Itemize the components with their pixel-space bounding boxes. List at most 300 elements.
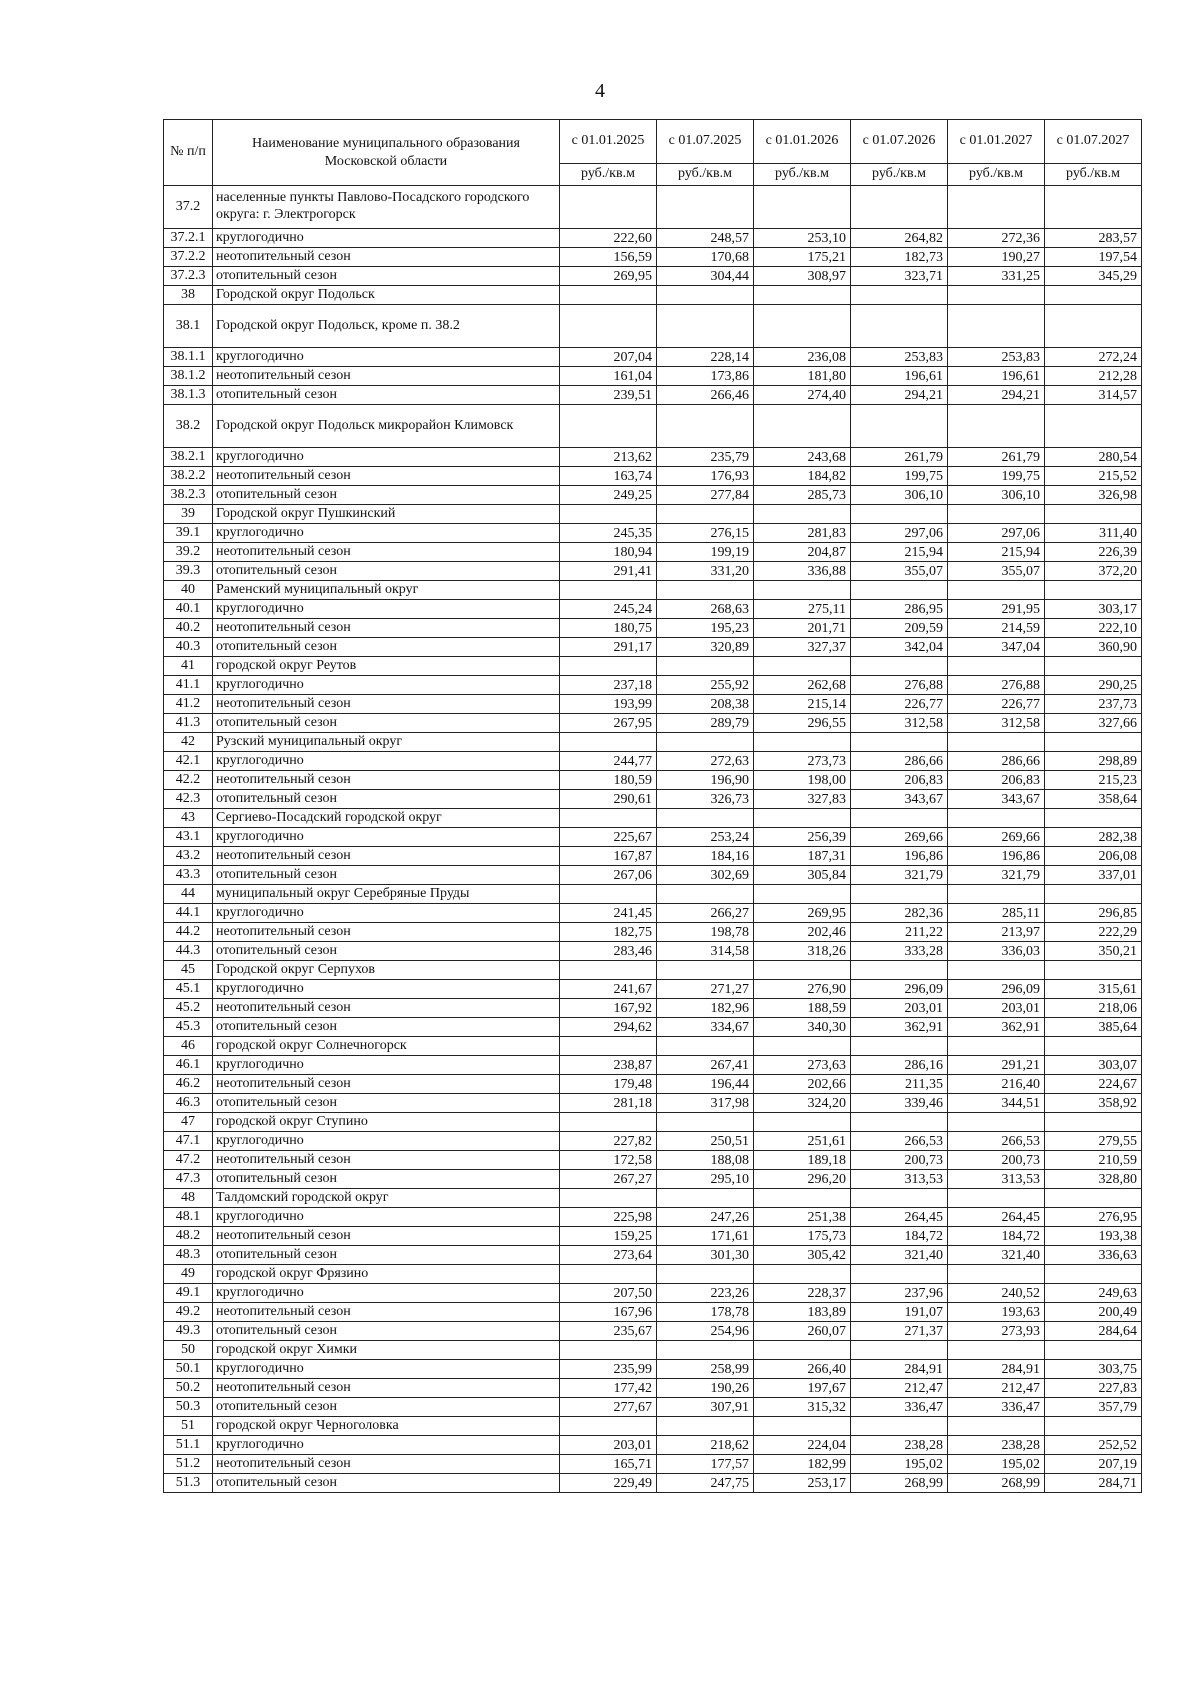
column-header-date: с 01.01.2027 bbox=[948, 120, 1045, 164]
price-cell: 177,57 bbox=[657, 1455, 754, 1474]
column-header-date: с 01.07.2026 bbox=[851, 120, 948, 164]
price-cell: 284,64 bbox=[1045, 1322, 1142, 1341]
price-cell: 258,99 bbox=[657, 1360, 754, 1379]
price-cell: 313,53 bbox=[851, 1170, 948, 1189]
row-name: отопительный сезон bbox=[213, 562, 560, 581]
price-cell: 176,93 bbox=[657, 467, 754, 486]
table-row bbox=[164, 1075, 1142, 1094]
price-cell: 206,83 bbox=[948, 771, 1045, 790]
price-cell: 326,98 bbox=[1045, 486, 1142, 505]
row-name: круглогодично bbox=[213, 1284, 560, 1303]
price-cell: 215,94 bbox=[948, 543, 1045, 562]
price-cell: 336,63 bbox=[1045, 1246, 1142, 1265]
table-row bbox=[164, 448, 1142, 467]
row-name: отопительный сезон bbox=[213, 638, 560, 657]
price-cell: 249,63 bbox=[1045, 1284, 1142, 1303]
row-name: городской округ Химки bbox=[213, 1341, 560, 1360]
price-cell: 266,53 bbox=[851, 1132, 948, 1151]
price-cell bbox=[851, 505, 948, 524]
price-cell: 225,67 bbox=[560, 828, 657, 847]
table-row bbox=[164, 923, 1142, 942]
price-cell bbox=[948, 961, 1045, 980]
price-cell: 267,27 bbox=[560, 1170, 657, 1189]
price-cell: 204,87 bbox=[754, 543, 851, 562]
row-number: 47.1 bbox=[164, 1132, 213, 1151]
table-row bbox=[164, 714, 1142, 733]
row-number: 47.2 bbox=[164, 1151, 213, 1170]
row-name: Рузский муниципальный округ bbox=[213, 733, 560, 752]
price-cell bbox=[754, 733, 851, 752]
price-cell: 211,35 bbox=[851, 1075, 948, 1094]
column-header-unit: руб./кв.м bbox=[560, 164, 657, 186]
row-name: круглогодично bbox=[213, 524, 560, 543]
price-cell: 314,57 bbox=[1045, 386, 1142, 405]
price-cell: 251,61 bbox=[754, 1132, 851, 1151]
row-name: отопительный сезон bbox=[213, 1474, 560, 1493]
price-cell: 336,88 bbox=[754, 562, 851, 581]
price-cell: 254,96 bbox=[657, 1322, 754, 1341]
table-row bbox=[164, 980, 1142, 999]
row-number: 42.3 bbox=[164, 790, 213, 809]
price-cell: 273,73 bbox=[754, 752, 851, 771]
table-row bbox=[164, 904, 1142, 923]
price-cell: 207,04 bbox=[560, 348, 657, 367]
price-cell: 199,75 bbox=[948, 467, 1045, 486]
price-cell: 228,37 bbox=[754, 1284, 851, 1303]
row-name: отопительный сезон bbox=[213, 714, 560, 733]
row-name: круглогодично bbox=[213, 348, 560, 367]
price-cell: 315,32 bbox=[754, 1398, 851, 1417]
price-cell: 268,63 bbox=[657, 600, 754, 619]
price-cell: 227,82 bbox=[560, 1132, 657, 1151]
price-cell: 331,25 bbox=[948, 267, 1045, 286]
price-cell: 173,86 bbox=[657, 367, 754, 386]
price-cell: 277,84 bbox=[657, 486, 754, 505]
price-cell: 167,96 bbox=[560, 1303, 657, 1322]
row-name: неотопительный сезон bbox=[213, 695, 560, 714]
price-cell: 271,27 bbox=[657, 980, 754, 999]
price-cell: 207,50 bbox=[560, 1284, 657, 1303]
price-cell: 236,08 bbox=[754, 348, 851, 367]
price-cell: 235,99 bbox=[560, 1360, 657, 1379]
row-number: 43.2 bbox=[164, 847, 213, 866]
row-number: 48.2 bbox=[164, 1227, 213, 1246]
price-cell: 285,11 bbox=[948, 904, 1045, 923]
row-number: 40.3 bbox=[164, 638, 213, 657]
price-cell: 266,40 bbox=[754, 1360, 851, 1379]
price-cell bbox=[754, 405, 851, 448]
row-name: круглогодично bbox=[213, 980, 560, 999]
row-number: 51 bbox=[164, 1417, 213, 1436]
table-row bbox=[164, 866, 1142, 885]
price-cell: 190,27 bbox=[948, 248, 1045, 267]
price-cell: 239,51 bbox=[560, 386, 657, 405]
row-name: круглогодично bbox=[213, 1056, 560, 1075]
price-cell: 222,60 bbox=[560, 229, 657, 248]
price-cell: 321,40 bbox=[948, 1246, 1045, 1265]
price-cell: 286,66 bbox=[851, 752, 948, 771]
table-row bbox=[164, 1341, 1142, 1360]
price-cell: 283,46 bbox=[560, 942, 657, 961]
price-cell: 197,54 bbox=[1045, 248, 1142, 267]
price-cell: 303,75 bbox=[1045, 1360, 1142, 1379]
price-cell bbox=[560, 1037, 657, 1056]
price-cell bbox=[851, 1037, 948, 1056]
table-row bbox=[164, 885, 1142, 904]
table-row bbox=[164, 1227, 1142, 1246]
price-cell: 267,41 bbox=[657, 1056, 754, 1075]
price-cell: 333,28 bbox=[851, 942, 948, 961]
price-cell: 197,67 bbox=[754, 1379, 851, 1398]
table-row bbox=[164, 1151, 1142, 1170]
price-cell: 238,28 bbox=[948, 1436, 1045, 1455]
price-cell: 275,11 bbox=[754, 600, 851, 619]
row-number: 48.3 bbox=[164, 1246, 213, 1265]
price-cell: 227,83 bbox=[1045, 1379, 1142, 1398]
price-cell: 182,73 bbox=[851, 248, 948, 267]
price-cell: 191,07 bbox=[851, 1303, 948, 1322]
table-row bbox=[164, 581, 1142, 600]
price-cell: 294,21 bbox=[948, 386, 1045, 405]
price-cell: 281,18 bbox=[560, 1094, 657, 1113]
price-cell: 252,52 bbox=[1045, 1436, 1142, 1455]
price-cell: 340,30 bbox=[754, 1018, 851, 1037]
row-name: неотопительный сезон bbox=[213, 1379, 560, 1398]
row-number: 41.1 bbox=[164, 676, 213, 695]
price-cell bbox=[851, 1265, 948, 1284]
row-number: 46.1 bbox=[164, 1056, 213, 1075]
price-cell bbox=[851, 809, 948, 828]
row-name: Раменский муниципальный округ bbox=[213, 581, 560, 600]
price-cell: 183,89 bbox=[754, 1303, 851, 1322]
price-cell bbox=[948, 405, 1045, 448]
price-cell bbox=[560, 1265, 657, 1284]
price-cell: 347,04 bbox=[948, 638, 1045, 657]
table-row bbox=[164, 1056, 1142, 1075]
price-cell: 195,02 bbox=[851, 1455, 948, 1474]
price-cell: 336,03 bbox=[948, 942, 1045, 961]
price-cell: 303,17 bbox=[1045, 600, 1142, 619]
price-cell: 170,68 bbox=[657, 248, 754, 267]
column-header-unit: руб./кв.м bbox=[948, 164, 1045, 186]
price-cell bbox=[851, 186, 948, 229]
price-cell bbox=[1045, 657, 1142, 676]
price-cell bbox=[1045, 1037, 1142, 1056]
price-cell: 326,73 bbox=[657, 790, 754, 809]
price-cell: 296,55 bbox=[754, 714, 851, 733]
price-cell: 241,67 bbox=[560, 980, 657, 999]
price-cell: 165,71 bbox=[560, 1455, 657, 1474]
price-cell: 198,00 bbox=[754, 771, 851, 790]
price-cell: 190,26 bbox=[657, 1379, 754, 1398]
price-cell bbox=[657, 1113, 754, 1132]
price-cell: 324,20 bbox=[754, 1094, 851, 1113]
row-number: 44.1 bbox=[164, 904, 213, 923]
price-cell: 296,09 bbox=[851, 980, 948, 999]
price-cell bbox=[754, 186, 851, 229]
price-cell bbox=[754, 1265, 851, 1284]
row-name: неотопительный сезон bbox=[213, 771, 560, 790]
price-cell: 268,99 bbox=[851, 1474, 948, 1493]
price-cell: 355,07 bbox=[851, 562, 948, 581]
price-cell: 253,24 bbox=[657, 828, 754, 847]
row-name: отопительный сезон bbox=[213, 1398, 560, 1417]
price-cell: 339,46 bbox=[851, 1094, 948, 1113]
table-row bbox=[164, 248, 1142, 267]
price-cell bbox=[1045, 1265, 1142, 1284]
table-row bbox=[164, 676, 1142, 695]
column-header-unit: руб./кв.м bbox=[851, 164, 948, 186]
price-cell: 308,97 bbox=[754, 267, 851, 286]
row-number: 49.3 bbox=[164, 1322, 213, 1341]
price-cell: 193,38 bbox=[1045, 1227, 1142, 1246]
row-number: 44.2 bbox=[164, 923, 213, 942]
row-number: 42.1 bbox=[164, 752, 213, 771]
price-cell: 253,83 bbox=[948, 348, 1045, 367]
price-cell bbox=[657, 733, 754, 752]
price-cell: 269,66 bbox=[851, 828, 948, 847]
price-cell bbox=[754, 286, 851, 305]
price-cell: 180,75 bbox=[560, 619, 657, 638]
table-row bbox=[164, 790, 1142, 809]
table-row bbox=[164, 1113, 1142, 1132]
table-row bbox=[164, 961, 1142, 980]
price-cell: 200,49 bbox=[1045, 1303, 1142, 1322]
row-name: отопительный сезон bbox=[213, 1246, 560, 1265]
price-cell bbox=[948, 581, 1045, 600]
price-cell: 286,95 bbox=[851, 600, 948, 619]
table-row bbox=[164, 186, 1142, 229]
price-cell: 264,45 bbox=[851, 1208, 948, 1227]
price-cell: 171,61 bbox=[657, 1227, 754, 1246]
row-number: 39 bbox=[164, 505, 213, 524]
price-cell: 315,61 bbox=[1045, 980, 1142, 999]
price-cell: 226,77 bbox=[948, 695, 1045, 714]
table-body bbox=[164, 186, 1142, 1493]
price-cell bbox=[948, 733, 1045, 752]
price-cell: 222,29 bbox=[1045, 923, 1142, 942]
price-cell bbox=[1045, 1113, 1142, 1132]
price-cell: 273,64 bbox=[560, 1246, 657, 1265]
row-name: Талдомский городской округ bbox=[213, 1189, 560, 1208]
price-cell bbox=[948, 286, 1045, 305]
table-row bbox=[164, 619, 1142, 638]
price-cell: 167,92 bbox=[560, 999, 657, 1018]
price-cell: 253,83 bbox=[851, 348, 948, 367]
price-cell: 272,24 bbox=[1045, 348, 1142, 367]
price-cell bbox=[948, 505, 1045, 524]
price-cell bbox=[948, 305, 1045, 348]
price-cell: 291,21 bbox=[948, 1056, 1045, 1075]
price-cell bbox=[851, 581, 948, 600]
price-cell bbox=[948, 186, 1045, 229]
table-row bbox=[164, 1132, 1142, 1151]
table-row bbox=[164, 348, 1142, 367]
price-cell: 172,58 bbox=[560, 1151, 657, 1170]
table-row bbox=[164, 638, 1142, 657]
row-name: круглогодично bbox=[213, 828, 560, 847]
price-cell: 261,79 bbox=[948, 448, 1045, 467]
price-cell: 196,90 bbox=[657, 771, 754, 790]
price-cell: 294,21 bbox=[851, 386, 948, 405]
table-row bbox=[164, 771, 1142, 790]
price-cell: 214,59 bbox=[948, 619, 1045, 638]
price-cell: 243,68 bbox=[754, 448, 851, 467]
row-number: 49.1 bbox=[164, 1284, 213, 1303]
row-name: круглогодично bbox=[213, 1208, 560, 1227]
price-cell: 249,25 bbox=[560, 486, 657, 505]
table-row bbox=[164, 1246, 1142, 1265]
price-cell bbox=[657, 405, 754, 448]
row-number: 38.1.2 bbox=[164, 367, 213, 386]
row-name: городской округ Фрязино bbox=[213, 1265, 560, 1284]
price-cell: 358,64 bbox=[1045, 790, 1142, 809]
row-number: 43.3 bbox=[164, 866, 213, 885]
price-cell: 290,25 bbox=[1045, 676, 1142, 695]
row-number: 48 bbox=[164, 1189, 213, 1208]
price-cell bbox=[657, 657, 754, 676]
price-cell: 342,04 bbox=[851, 638, 948, 657]
table-row bbox=[164, 1265, 1142, 1284]
table-row bbox=[164, 657, 1142, 676]
price-cell bbox=[560, 1417, 657, 1436]
table-row bbox=[164, 505, 1142, 524]
price-cell bbox=[1045, 885, 1142, 904]
row-number: 38 bbox=[164, 286, 213, 305]
column-header-date: с 01.01.2026 bbox=[754, 120, 851, 164]
price-cell: 337,01 bbox=[1045, 866, 1142, 885]
price-cell: 277,67 bbox=[560, 1398, 657, 1417]
price-cell: 253,17 bbox=[754, 1474, 851, 1493]
price-cell bbox=[851, 885, 948, 904]
row-number: 43.1 bbox=[164, 828, 213, 847]
row-number: 37.2 bbox=[164, 186, 213, 229]
price-cell bbox=[754, 885, 851, 904]
price-cell: 196,44 bbox=[657, 1075, 754, 1094]
row-number: 49 bbox=[164, 1265, 213, 1284]
row-name: отопительный сезон bbox=[213, 866, 560, 885]
price-cell bbox=[560, 186, 657, 229]
price-cell: 362,91 bbox=[851, 1018, 948, 1037]
price-cell bbox=[560, 405, 657, 448]
column-header-date: с 01.07.2027 bbox=[1045, 120, 1142, 164]
price-cell: 314,58 bbox=[657, 942, 754, 961]
price-cell bbox=[657, 1037, 754, 1056]
price-cell: 269,95 bbox=[560, 267, 657, 286]
price-cell bbox=[851, 286, 948, 305]
row-name: неотопительный сезон bbox=[213, 543, 560, 562]
price-cell: 245,24 bbox=[560, 600, 657, 619]
price-cell bbox=[851, 657, 948, 676]
column-header-date: с 01.01.2025 bbox=[560, 120, 657, 164]
price-cell: 274,40 bbox=[754, 386, 851, 405]
price-cell: 196,86 bbox=[948, 847, 1045, 866]
table-row bbox=[164, 1208, 1142, 1227]
row-name: населенные пункты Павлово-Посадского городского округа: г. Электрогорск bbox=[213, 186, 560, 229]
price-cell: 167,87 bbox=[560, 847, 657, 866]
price-cell bbox=[560, 961, 657, 980]
price-cell bbox=[560, 733, 657, 752]
table-row bbox=[164, 695, 1142, 714]
price-cell: 307,91 bbox=[657, 1398, 754, 1417]
price-cell bbox=[1045, 305, 1142, 348]
price-cell: 286,66 bbox=[948, 752, 1045, 771]
price-cell: 290,61 bbox=[560, 790, 657, 809]
price-cell bbox=[851, 961, 948, 980]
price-cell: 238,28 bbox=[851, 1436, 948, 1455]
row-number: 38.1 bbox=[164, 305, 213, 348]
price-cell: 318,26 bbox=[754, 942, 851, 961]
row-name: круглогодично bbox=[213, 229, 560, 248]
price-cell: 247,26 bbox=[657, 1208, 754, 1227]
table-row bbox=[164, 1474, 1142, 1493]
price-cell: 193,63 bbox=[948, 1303, 1045, 1322]
price-cell: 327,37 bbox=[754, 638, 851, 657]
row-name: отопительный сезон bbox=[213, 1018, 560, 1037]
table-row bbox=[164, 1379, 1142, 1398]
table-row bbox=[164, 1284, 1142, 1303]
price-cell: 276,95 bbox=[1045, 1208, 1142, 1227]
row-name: Городской округ Серпухов bbox=[213, 961, 560, 980]
table-row bbox=[164, 1436, 1142, 1455]
price-cell: 320,89 bbox=[657, 638, 754, 657]
row-name: неотопительный сезон bbox=[213, 1227, 560, 1246]
price-cell bbox=[560, 1189, 657, 1208]
price-cell: 296,09 bbox=[948, 980, 1045, 999]
price-cell: 284,91 bbox=[851, 1360, 948, 1379]
table-row bbox=[164, 999, 1142, 1018]
row-name: неотопительный сезон bbox=[213, 923, 560, 942]
price-cell bbox=[560, 581, 657, 600]
price-cell: 297,06 bbox=[851, 524, 948, 543]
price-cell: 301,30 bbox=[657, 1246, 754, 1265]
price-cell: 238,87 bbox=[560, 1056, 657, 1075]
price-cell: 202,66 bbox=[754, 1075, 851, 1094]
price-cell: 256,39 bbox=[754, 828, 851, 847]
table-row bbox=[164, 1018, 1142, 1037]
price-cell: 180,94 bbox=[560, 543, 657, 562]
row-name: отопительный сезон bbox=[213, 942, 560, 961]
price-cell: 218,62 bbox=[657, 1436, 754, 1455]
price-cell bbox=[948, 1037, 1045, 1056]
price-cell bbox=[560, 1341, 657, 1360]
price-cell: 294,62 bbox=[560, 1018, 657, 1037]
row-number: 50.1 bbox=[164, 1360, 213, 1379]
price-cell: 272,63 bbox=[657, 752, 754, 771]
price-cell: 213,97 bbox=[948, 923, 1045, 942]
table-row bbox=[164, 1037, 1142, 1056]
row-name: неотопительный сезон bbox=[213, 847, 560, 866]
price-cell: 215,14 bbox=[754, 695, 851, 714]
price-cell: 180,59 bbox=[560, 771, 657, 790]
row-number: 47 bbox=[164, 1113, 213, 1132]
row-number: 49.2 bbox=[164, 1303, 213, 1322]
price-cell: 199,75 bbox=[851, 467, 948, 486]
price-cell: 262,68 bbox=[754, 676, 851, 695]
price-cell: 343,67 bbox=[851, 790, 948, 809]
table-row bbox=[164, 809, 1142, 828]
price-cell: 200,73 bbox=[851, 1151, 948, 1170]
price-cell bbox=[948, 1113, 1045, 1132]
price-cell: 218,06 bbox=[1045, 999, 1142, 1018]
table-row bbox=[164, 828, 1142, 847]
price-cell: 237,96 bbox=[851, 1284, 948, 1303]
row-name: городской округ Ступино bbox=[213, 1113, 560, 1132]
table-row bbox=[164, 752, 1142, 771]
row-name: круглогодично bbox=[213, 676, 560, 695]
row-name: неотопительный сезон bbox=[213, 467, 560, 486]
price-cell: 355,07 bbox=[948, 562, 1045, 581]
